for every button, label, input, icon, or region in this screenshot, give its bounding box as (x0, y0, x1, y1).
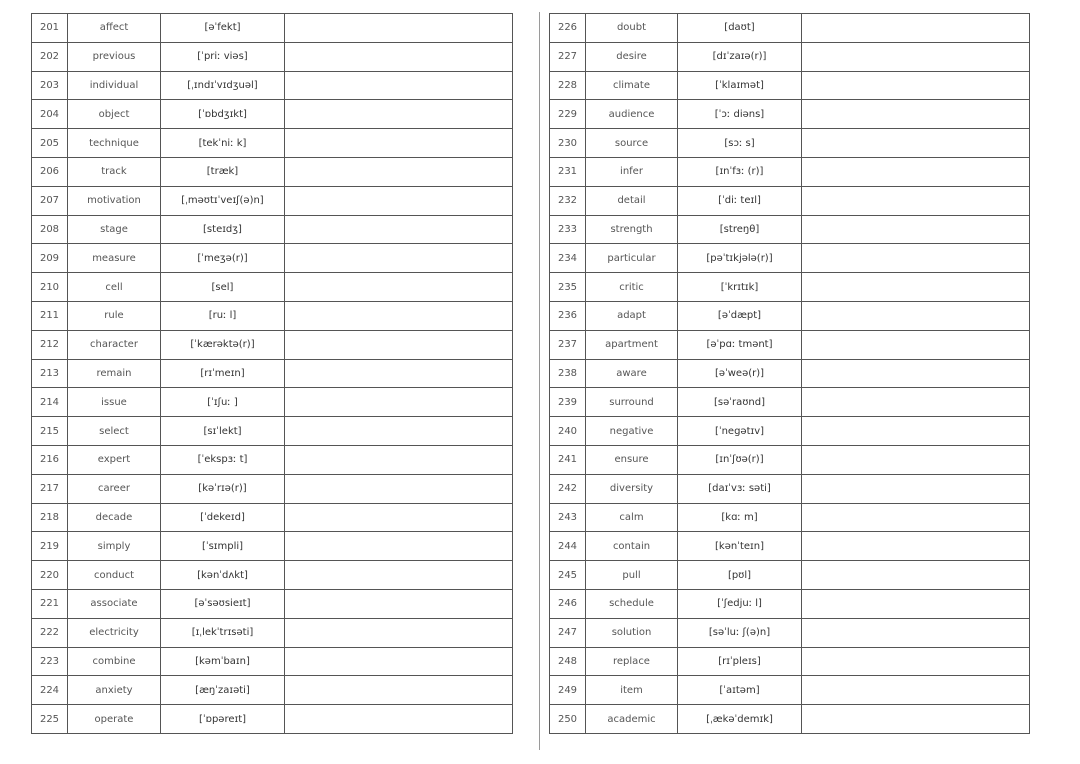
entry-word: character (68, 330, 161, 359)
entry-phonetic: [ɪˌlekˈtrɪsəti] (161, 618, 285, 647)
entry-notes-blank (802, 474, 1030, 503)
entry-phonetic: [ˈkrɪtɪk] (678, 273, 802, 302)
table-row (32, 71, 513, 100)
table-row (550, 705, 1030, 734)
entry-word: apartment (586, 330, 678, 359)
table-row (32, 705, 513, 734)
entry-word: stage (68, 215, 161, 244)
table-row (550, 14, 1030, 43)
entry-number: 209 (32, 244, 68, 273)
table-row (32, 532, 513, 561)
entry-number: 249 (550, 676, 586, 705)
entry-notes-blank (285, 157, 513, 186)
entry-number: 216 (32, 445, 68, 474)
table-row (32, 359, 513, 388)
entry-phonetic: [səˈluː ʃ(ə)n] (678, 618, 802, 647)
table-row (32, 618, 513, 647)
entry-notes-blank (285, 618, 513, 647)
entry-number: 248 (550, 647, 586, 676)
entry-notes-blank (802, 157, 1030, 186)
table-row (550, 647, 1030, 676)
entry-number: 224 (32, 676, 68, 705)
table-row (32, 330, 513, 359)
entry-notes-blank (802, 330, 1030, 359)
entry-word: anxiety (68, 676, 161, 705)
table-row (550, 330, 1030, 359)
entry-phonetic: [tekˈniː k] (161, 129, 285, 158)
entry-notes-blank (285, 388, 513, 417)
entry-number: 214 (32, 388, 68, 417)
entry-notes-blank (802, 273, 1030, 302)
table-row (550, 359, 1030, 388)
entry-phonetic: [ˈekspɜː t] (161, 445, 285, 474)
entry-phonetic: [streŋθ] (678, 215, 802, 244)
entry-notes-blank (285, 589, 513, 618)
entry-word: solution (586, 618, 678, 647)
entry-word: individual (68, 71, 161, 100)
entry-word: issue (68, 388, 161, 417)
entry-word: affect (68, 14, 161, 43)
entry-word: simply (68, 532, 161, 561)
entry-word: audience (586, 100, 678, 129)
entry-notes-blank (285, 330, 513, 359)
vocab-table-left (31, 13, 513, 734)
entry-notes-blank (285, 676, 513, 705)
entry-number: 208 (32, 215, 68, 244)
entry-word: doubt (586, 14, 678, 43)
entry-phonetic: [ˌækəˈdemɪk] (678, 705, 802, 734)
entry-number: 212 (32, 330, 68, 359)
entry-notes-blank (802, 186, 1030, 215)
entry-notes-blank (285, 71, 513, 100)
entry-word: expert (68, 445, 161, 474)
entry-phonetic: [ˈdekeɪd] (161, 503, 285, 532)
entry-notes-blank (285, 474, 513, 503)
entry-number: 210 (32, 273, 68, 302)
entry-phonetic: [pəˈtɪkjələ(r)] (678, 244, 802, 273)
entry-phonetic: [kəmˈbaɪn] (161, 647, 285, 676)
vocab-table-right-body (550, 14, 1030, 734)
table-row (32, 561, 513, 590)
entry-notes-blank (285, 561, 513, 590)
entry-number: 206 (32, 157, 68, 186)
entry-number: 229 (550, 100, 586, 129)
table-row (550, 618, 1030, 647)
entry-word: detail (586, 186, 678, 215)
entry-word: source (586, 129, 678, 158)
table-row (550, 186, 1030, 215)
entry-word: technique (68, 129, 161, 158)
entry-number: 243 (550, 503, 586, 532)
entry-notes-blank (285, 215, 513, 244)
entry-notes-blank (285, 532, 513, 561)
entry-notes-blank (285, 417, 513, 446)
entry-notes-blank (802, 244, 1030, 273)
entry-phonetic: [dɪˈzaɪə(r)] (678, 42, 802, 71)
entry-number: 247 (550, 618, 586, 647)
entry-number: 205 (32, 129, 68, 158)
entry-phonetic: [ˈdiː teɪl] (678, 186, 802, 215)
table-row (32, 301, 513, 330)
entry-number: 228 (550, 71, 586, 100)
entry-word: aware (586, 359, 678, 388)
entry-word: climate (586, 71, 678, 100)
entry-notes-blank (285, 647, 513, 676)
entry-phonetic: [ˈɒpəreɪt] (161, 705, 285, 734)
table-row (32, 215, 513, 244)
entry-word: combine (68, 647, 161, 676)
entry-number: 235 (550, 273, 586, 302)
entry-word: decade (68, 503, 161, 532)
table-row (550, 157, 1030, 186)
entry-phonetic: [ˈaɪtəm] (678, 676, 802, 705)
entry-word: measure (68, 244, 161, 273)
entry-number: 242 (550, 474, 586, 503)
entry-notes-blank (285, 244, 513, 273)
entry-phonetic: [əˈpɑː tmənt] (678, 330, 802, 359)
entry-phonetic: [ɪnˈʃʊə(r)] (678, 445, 802, 474)
entry-number: 213 (32, 359, 68, 388)
entry-phonetic: [ˈsɪmpli] (161, 532, 285, 561)
entry-word: schedule (586, 589, 678, 618)
table-row (32, 589, 513, 618)
entry-number: 231 (550, 157, 586, 186)
entry-notes-blank (285, 100, 513, 129)
entry-number: 202 (32, 42, 68, 71)
table-row (32, 100, 513, 129)
table-row (32, 647, 513, 676)
entry-phonetic: [ˈmeʒə(r)] (161, 244, 285, 273)
entry-number: 219 (32, 532, 68, 561)
entry-notes-blank (285, 14, 513, 43)
entry-phonetic: [ˌməʊtɪˈveɪʃ(ə)n] (161, 186, 285, 215)
entry-notes-blank (802, 503, 1030, 532)
entry-notes-blank (802, 71, 1030, 100)
entry-phonetic: [ˈɔː diəns] (678, 100, 802, 129)
entry-phonetic: [ˈɒbdʒɪkt] (161, 100, 285, 129)
entry-word: academic (586, 705, 678, 734)
entry-notes-blank (285, 503, 513, 532)
entry-number: 223 (32, 647, 68, 676)
entry-phonetic: [kənˈdʌkt] (161, 561, 285, 590)
entry-notes-blank (802, 618, 1030, 647)
entry-phonetic: [sɔː s] (678, 129, 802, 158)
entry-number: 201 (32, 14, 68, 43)
entry-phonetic: [kɑː m] (678, 503, 802, 532)
entry-phonetic: [kəˈrɪə(r)] (161, 474, 285, 503)
entry-notes-blank (802, 561, 1030, 590)
table-row (32, 417, 513, 446)
entry-word: critic (586, 273, 678, 302)
entry-notes-blank (802, 647, 1030, 676)
entry-phonetic: [daʊt] (678, 14, 802, 43)
entry-phonetic: [daɪˈvɜː səti] (678, 474, 802, 503)
entry-word: object (68, 100, 161, 129)
entry-number: 207 (32, 186, 68, 215)
table-row (32, 388, 513, 417)
entry-number: 232 (550, 186, 586, 215)
vocab-table-right (549, 13, 1030, 734)
entry-notes-blank (802, 129, 1030, 158)
table-row (32, 676, 513, 705)
entry-word: career (68, 474, 161, 503)
entry-phonetic: [ˈklaɪmət] (678, 71, 802, 100)
entry-notes-blank (802, 301, 1030, 330)
entry-number: 237 (550, 330, 586, 359)
entry-number: 215 (32, 417, 68, 446)
entry-number: 220 (32, 561, 68, 590)
entry-number: 211 (32, 301, 68, 330)
table-row (550, 503, 1030, 532)
table-row (32, 42, 513, 71)
entry-phonetic: [sel] (161, 273, 285, 302)
entry-word: replace (586, 647, 678, 676)
vocab-table-left-body (32, 14, 513, 734)
entry-notes-blank (802, 417, 1030, 446)
table-row (32, 445, 513, 474)
entry-number: 244 (550, 532, 586, 561)
entry-phonetic: [kənˈteɪn] (678, 532, 802, 561)
entry-number: 204 (32, 100, 68, 129)
table-row (550, 417, 1030, 446)
entry-phonetic: [æŋˈzaɪəti] (161, 676, 285, 705)
entry-phonetic: [ˈpriː viəs] (161, 42, 285, 71)
entry-phonetic: [ruː l] (161, 301, 285, 330)
entry-phonetic: [sɪˈlekt] (161, 417, 285, 446)
entry-word: calm (586, 503, 678, 532)
entry-notes-blank (802, 14, 1030, 43)
entry-notes-blank (285, 186, 513, 215)
entry-notes-blank (802, 42, 1030, 71)
table-row (550, 388, 1030, 417)
entry-word: ensure (586, 445, 678, 474)
table-row (32, 157, 513, 186)
entry-word: rule (68, 301, 161, 330)
entry-notes-blank (802, 445, 1030, 474)
entry-word: particular (586, 244, 678, 273)
table-row (550, 445, 1030, 474)
table-row (550, 42, 1030, 71)
entry-phonetic: [rɪˈmeɪn] (161, 359, 285, 388)
table-row (550, 532, 1030, 561)
entry-number: 230 (550, 129, 586, 158)
entry-word: adapt (586, 301, 678, 330)
entry-phonetic: [ˈɪʃuː ] (161, 388, 285, 417)
entry-word: negative (586, 417, 678, 446)
entry-number: 218 (32, 503, 68, 532)
entry-phonetic: [əˈweə(r)] (678, 359, 802, 388)
entry-phonetic: [pʊl] (678, 561, 802, 590)
entry-word: motivation (68, 186, 161, 215)
entry-word: previous (68, 42, 161, 71)
entry-number: 246 (550, 589, 586, 618)
entry-word: electricity (68, 618, 161, 647)
entry-phonetic: [əˈsəʊsieɪt] (161, 589, 285, 618)
entry-number: 227 (550, 42, 586, 71)
entry-number: 203 (32, 71, 68, 100)
entry-phonetic: [steɪdʒ] (161, 215, 285, 244)
entry-word: track (68, 157, 161, 186)
entry-phonetic: [səˈraʊnd] (678, 388, 802, 417)
entry-word: associate (68, 589, 161, 618)
entry-notes-blank (285, 129, 513, 158)
table-row (550, 244, 1030, 273)
table-row (32, 129, 513, 158)
entry-phonetic: [əˈfekt] (161, 14, 285, 43)
table-row (550, 561, 1030, 590)
table-row (550, 100, 1030, 129)
entry-number: 225 (32, 705, 68, 734)
entry-word: select (68, 417, 161, 446)
entry-word: diversity (586, 474, 678, 503)
entry-word: cell (68, 273, 161, 302)
entry-notes-blank (285, 273, 513, 302)
entry-word: pull (586, 561, 678, 590)
table-row (32, 244, 513, 273)
entry-phonetic: [rɪˈpleɪs] (678, 647, 802, 676)
table-row (550, 474, 1030, 503)
table-row (32, 474, 513, 503)
entry-notes-blank (802, 215, 1030, 244)
entry-phonetic: [əˈdæpt] (678, 301, 802, 330)
table-row (32, 186, 513, 215)
entry-phonetic: [ˌɪndɪˈvɪdʒuəl] (161, 71, 285, 100)
table-row (550, 589, 1030, 618)
entry-number: 222 (32, 618, 68, 647)
entry-word: infer (586, 157, 678, 186)
entry-word: item (586, 676, 678, 705)
table-row (550, 129, 1030, 158)
entry-number: 240 (550, 417, 586, 446)
entry-number: 236 (550, 301, 586, 330)
entry-notes-blank (285, 705, 513, 734)
entry-number: 226 (550, 14, 586, 43)
table-row (550, 71, 1030, 100)
entry-notes-blank (802, 589, 1030, 618)
entry-notes-blank (802, 100, 1030, 129)
entry-number: 234 (550, 244, 586, 273)
entry-number: 233 (550, 215, 586, 244)
entry-notes-blank (285, 359, 513, 388)
table-row (32, 503, 513, 532)
center-divider (539, 12, 540, 750)
entry-phonetic: [ˈnegətɪv] (678, 417, 802, 446)
entry-number: 241 (550, 445, 586, 474)
entry-notes-blank (802, 532, 1030, 561)
table-row (550, 676, 1030, 705)
entry-number: 217 (32, 474, 68, 503)
entry-number: 245 (550, 561, 586, 590)
entry-number: 250 (550, 705, 586, 734)
entry-word: desire (586, 42, 678, 71)
entry-notes-blank (802, 705, 1030, 734)
entry-phonetic: [ɪnˈfɜː (r)] (678, 157, 802, 186)
entry-notes-blank (285, 445, 513, 474)
entry-word: surround (586, 388, 678, 417)
entry-number: 221 (32, 589, 68, 618)
entry-notes-blank (285, 301, 513, 330)
entry-word: operate (68, 705, 161, 734)
entry-word: contain (586, 532, 678, 561)
entry-notes-blank (802, 359, 1030, 388)
entry-word: strength (586, 215, 678, 244)
entry-phonetic: [træk] (161, 157, 285, 186)
table-row (550, 273, 1030, 302)
table-row (32, 14, 513, 43)
table-row (550, 215, 1030, 244)
table-row (550, 301, 1030, 330)
entry-notes-blank (802, 676, 1030, 705)
entry-word: remain (68, 359, 161, 388)
entry-word: conduct (68, 561, 161, 590)
entry-phonetic: [ˈkærəktə(r)] (161, 330, 285, 359)
table-row (32, 273, 513, 302)
entry-notes-blank (802, 388, 1030, 417)
entry-number: 239 (550, 388, 586, 417)
entry-number: 238 (550, 359, 586, 388)
entry-notes-blank (285, 42, 513, 71)
entry-phonetic: [ˈʃedjuː l] (678, 589, 802, 618)
